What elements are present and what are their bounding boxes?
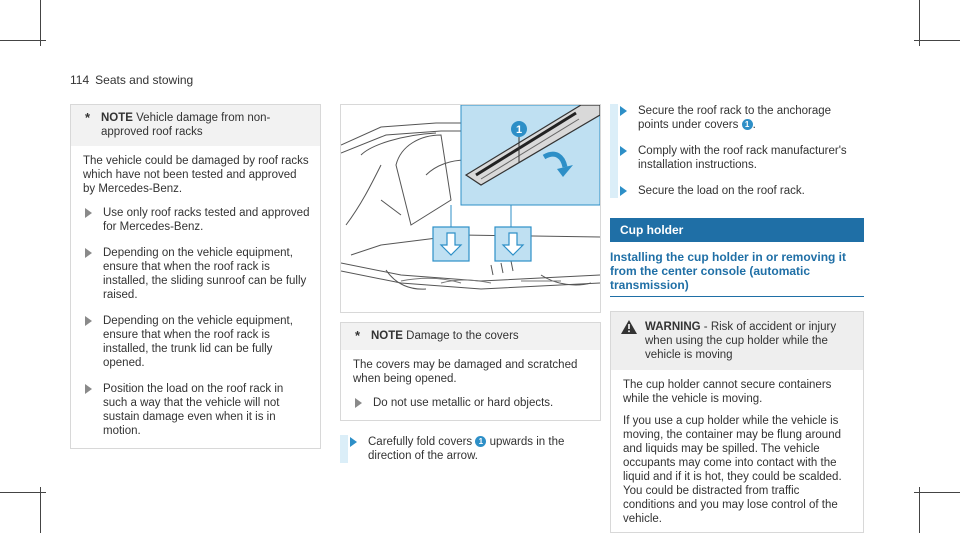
crop-mark [919, 487, 920, 533]
note-body [71, 146, 320, 448]
list-item: Use only roof racks tested and approved for Mercedes-Benz. [83, 206, 310, 234]
page-header [70, 73, 193, 87]
arrow-right-icon [620, 106, 627, 116]
note-covers [340, 322, 601, 421]
step-block [610, 104, 864, 198]
list-item: Secure the roof rack to the anchorage points under covers 1 . [618, 104, 864, 132]
middle-column [340, 322, 601, 463]
subheading: Installing the cup holder in or removing it from the center console (automatic transmission) [610, 242, 864, 297]
list-item: Depending on the vehicle equipment, ensure that when the roof rack is installed, the sliding sunroof can be fully raised. [83, 246, 310, 302]
warning-label: WARNING [645, 321, 701, 333]
warning-header [611, 312, 863, 370]
arrow-right-icon [85, 384, 92, 394]
right-column [610, 104, 864, 533]
section-name: Seats and stowing [95, 73, 194, 87]
note-icon: * [355, 328, 361, 343]
note-text: The covers may be damaged and scratched when being opened. [353, 359, 578, 385]
section-title: Cup holder [610, 218, 864, 242]
callout-badge: 1 [475, 436, 486, 447]
note-title: Damage to the covers [402, 330, 519, 342]
roof-rail-illustration [340, 104, 601, 313]
arrow-right-icon [620, 146, 627, 156]
car-roof-drawing [341, 105, 600, 312]
list-item: Do not use metallic or hard objects. [353, 396, 590, 410]
callout-number: 1 [515, 124, 523, 136]
left-column [70, 104, 321, 449]
list-item: Secure the load on the roof rack. [618, 184, 864, 198]
arrow-right-icon [85, 208, 92, 218]
list-item: Carefully fold covers 1 upwards in the direction of the arrow. [348, 435, 601, 463]
note-header [71, 105, 320, 146]
note-body [341, 350, 600, 420]
arrow-right-icon [350, 437, 357, 447]
crop-mark [914, 40, 960, 41]
arrow-right-icon [85, 248, 92, 258]
arrow-right-icon [355, 398, 362, 408]
step-bar [610, 104, 618, 198]
note-label: NOTE [371, 330, 403, 342]
arrow-right-icon [620, 186, 627, 196]
crop-mark [914, 492, 960, 493]
note-header [341, 323, 600, 350]
step-bar [340, 435, 348, 463]
warning-text: The cup holder cannot secure containers while the vehicle is moving. [623, 379, 832, 405]
step-block [340, 435, 601, 463]
warning-icon [621, 320, 637, 334]
note-title: Vehicle damage from non-approved roof racks [101, 112, 271, 138]
list-item: Depending on the vehicle equipment, ensure that when the roof rack is installed, the trunk lid can be fully opened. [83, 314, 310, 370]
page-number: 114 [70, 73, 90, 87]
warning-body [611, 370, 863, 532]
note-intro: The vehicle could be damaged by roof racks which have not been tested and approved by Mercedes-Benz. [83, 155, 309, 195]
arrow-right-icon [85, 316, 92, 326]
warning-title: - Risk of accident or injury when using the cup holder while the vehicle is moving [645, 321, 837, 361]
list-item: Comply with the roof rack manufacturer's installation instructions. [618, 144, 864, 172]
note-icon: * [85, 110, 91, 125]
callout-badge: 1 [742, 119, 753, 130]
warning-text: If you use a cup holder while the vehicle is moving, the container may be flung around and liquids may be spilled. The vehicle occupants may come into contact with the liquid and if it is hot, they could be scalded. You could be distracted from traffic conditions and you may lose control of the vehicle. [623, 415, 842, 525]
note-roof-racks [70, 104, 321, 449]
warning-box [610, 311, 864, 533]
list-item: Position the load on the roof rack in such a way that the vehicle will not sustain damage even when it is in motion. [83, 382, 310, 438]
crop-mark [0, 40, 46, 41]
crop-mark [0, 492, 46, 493]
crop-mark [40, 487, 41, 533]
note-label: NOTE [101, 112, 133, 124]
